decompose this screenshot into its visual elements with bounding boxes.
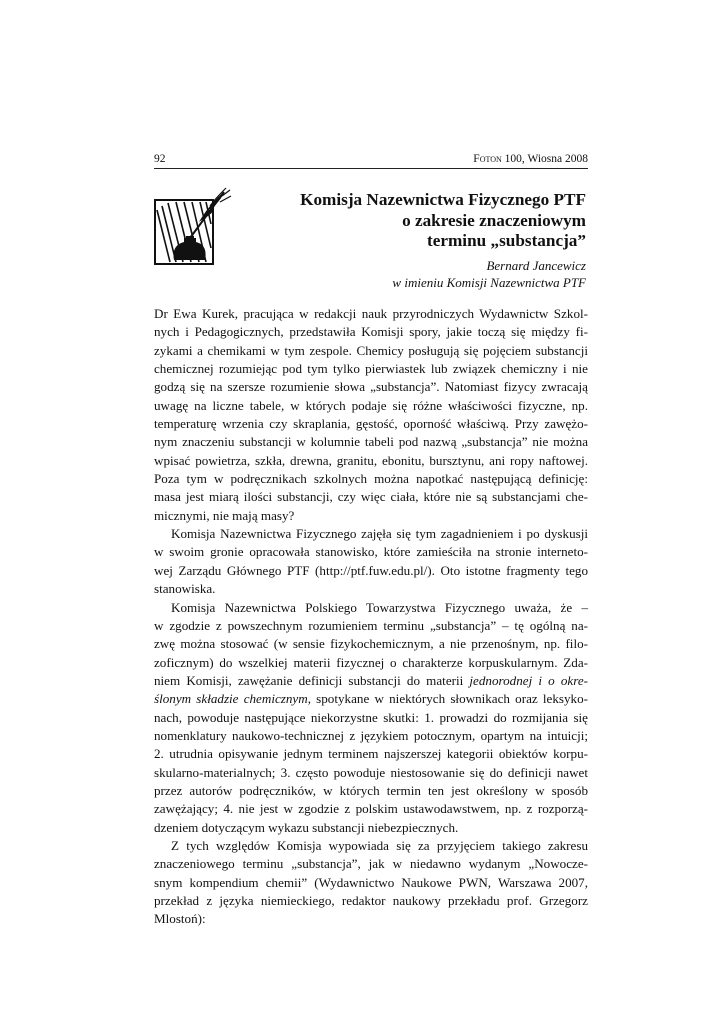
text-span: w swoim gronie opracowała stanowisko, które zamieściła na stronie interneto- — [154, 544, 588, 560]
text-span: Dr Ewa Kurek, pracująca w redakcji nauk przyrodniczych Wydawnictw Szkol- — [154, 306, 588, 321]
body-text-line — [154, 452, 588, 470]
text-span: przekład z języka niemieckiego, redaktor naukowy przekładu prof. Grzegorz — [154, 893, 588, 908]
body-text-line — [154, 727, 588, 745]
body-text-line — [154, 397, 588, 415]
text-span: Z tych względów Komisja wypowiada się za przyjęciem takiego zakresu — [171, 837, 588, 853]
text-span: nomenklatury naukowo-technicznej z językiem potocznym, opartym na intuicji; — [154, 727, 588, 743]
journal-issue: 100, Wiosna 2008 — [504, 153, 588, 165]
journal-reference — [473, 153, 588, 165]
text-span: zwę można stosować (w sensie fizykochemicznym, a nie przenośnym, np. filo- — [154, 636, 588, 652]
title-line: terminu „substancja” — [427, 231, 586, 250]
text-span: nach, powoduje następujące niekorzystne skutki: 1. prowadzi do rozmijania się — [154, 709, 588, 725]
text-span: zawężający; 4. nie jest w zgodzie z polskim ustawodawstwem, np. z rozporzą- — [154, 801, 588, 817]
body-text-line — [154, 507, 588, 525]
body-text-line — [154, 910, 588, 928]
body-text-line — [154, 855, 588, 873]
author-affiliation: w imieniu Komisji Nazewnictwa PTF — [392, 275, 586, 290]
running-header — [154, 153, 588, 169]
body-text-line — [154, 617, 588, 635]
text-span: micznymi, nie mają masy? — [154, 507, 295, 523]
body-text-line — [154, 580, 588, 598]
body-text-line — [154, 415, 588, 433]
body-text-line — [154, 360, 588, 378]
body-text-line — [154, 745, 588, 763]
text-span: skularno-materialnych; 3. często powoduje niestosowanie się do definicji nawet — [154, 764, 588, 780]
body-text-line — [154, 562, 588, 580]
text-span: uwagę na liczne tabele, w których podaje się różne właściwości fizyczne, np. — [154, 397, 588, 413]
body-text-line — [154, 709, 588, 727]
quill-and-inkwell-icon — [154, 186, 234, 266]
page-number: 92 — [154, 153, 166, 165]
text-span: Komisja Nazewnictwa Polskiego Towarzystwa Fizycznego uważa, że – — [171, 599, 588, 615]
article-title — [250, 190, 586, 252]
text-span: Poza tym w podręcznikach szkolnych można napotkać następującą definicję: — [154, 471, 588, 487]
article-author: Bernard Jancewicz — [486, 258, 586, 273]
text-span: przez autorów podręczników, w których termin ten jest określony w sposób — [154, 782, 588, 798]
text-span: Mlostoń): — [154, 911, 206, 927]
body-text-line — [154, 764, 588, 782]
body-text-line — [154, 378, 588, 396]
text-span: nym znaczeniu substancji w kolumnie tabeli pod nazwą „substancja” nie można — [154, 434, 588, 450]
body-text-line — [154, 800, 588, 818]
title-line: o zakresie znaczeniowym — [402, 210, 586, 230]
italic-text: jednorodnej i o okre- — [469, 672, 589, 688]
header-rule — [154, 168, 588, 169]
article-body — [154, 305, 588, 929]
body-text-line — [154, 837, 588, 855]
text-span: masa jest miarą ilości substancji, czy więc ciała, które nie są substancjami che- — [154, 489, 588, 505]
body-text-line — [154, 874, 588, 892]
body-text-line — [154, 305, 588, 323]
body-text-line — [154, 892, 588, 910]
text-span: nych i Pedagogicznych, przedstawiła Komisji spory, jakie toczą się między fi- — [154, 324, 588, 340]
body-text-line — [154, 543, 588, 561]
body-text-line — [154, 782, 588, 800]
text-span: godzą się na szersze rozumienie słowa „substancja”. Natomiast fizycy zwracają — [154, 379, 588, 395]
text-span: wpisać powietrza, szkła, drewna, granitu, ebonitu, bursztynu, ani ropy naftowej. — [154, 452, 588, 468]
body-text-line — [154, 654, 588, 672]
body-text-line — [154, 819, 588, 837]
body-text-line — [154, 690, 588, 708]
body-text-line — [154, 342, 588, 360]
text-span: zykami a chemikami w tym zespole. Chemicy posługują się pojęciem substancji — [154, 342, 588, 358]
text-span: zoficznym) do wszelkiej materii fizycznej o charakterze korpuskularnym. Zda- — [154, 654, 588, 670]
body-text-line — [154, 470, 588, 488]
body-text-line — [154, 525, 588, 543]
text-span: wej Zarządu Głównego PTF (http://ptf.fuw.edu.pl/). Oto istotne fragmenty tego — [154, 562, 588, 578]
text-span: 2. utrudnia opisywanie jednym terminem najszerszej kategorii obiektów korpu- — [154, 746, 588, 762]
body-text-line — [154, 488, 588, 506]
text-span: temperaturę wrzenia czy skraplania, gęstość, oporność właściwą. Przy zawężo- — [154, 416, 588, 432]
italic-text: ślonym składzie chemicznym — [154, 691, 308, 707]
title-line: Komisja Nazewnictwa Fizycznego PTF — [300, 190, 586, 209]
text-span: , spotykane w niektórych słownikach oraz leksyko- — [307, 691, 589, 707]
text-span: dzeniem dotyczącym wykazu substancji niebezpiecznych. — [154, 819, 459, 835]
journal-name: Foton — [473, 153, 502, 165]
text-span: stanowiska. — [154, 581, 216, 597]
body-text-line — [154, 672, 588, 690]
text-span: znaczeniowego terminu „substancja”, jak w niedawno wydanym „Nowocze- — [154, 856, 588, 872]
text-span: w zgodzie z powszechnym rozumieniem terminu „substancja” – tę ogólną na- — [154, 617, 588, 633]
body-text-line — [154, 599, 588, 617]
body-text-line — [154, 433, 588, 451]
text-span: Komisja Nazewnictwa Fizycznego zajęła się tym zagadnieniem i po dyskusji — [171, 526, 588, 542]
text-span: niem Komisji, zawężanie definicji substancji do materii — [154, 672, 470, 688]
text-span: chemicznej rozumiejąc pod tym tylko pierwiastek lub związek chemiczny i nie — [154, 361, 588, 377]
body-text-line — [154, 323, 588, 341]
body-text-line — [154, 635, 588, 653]
text-span: snym kompendium chemii” (Wydawnictwo Naukowe PWN, Warszawa 2007, — [154, 874, 588, 890]
